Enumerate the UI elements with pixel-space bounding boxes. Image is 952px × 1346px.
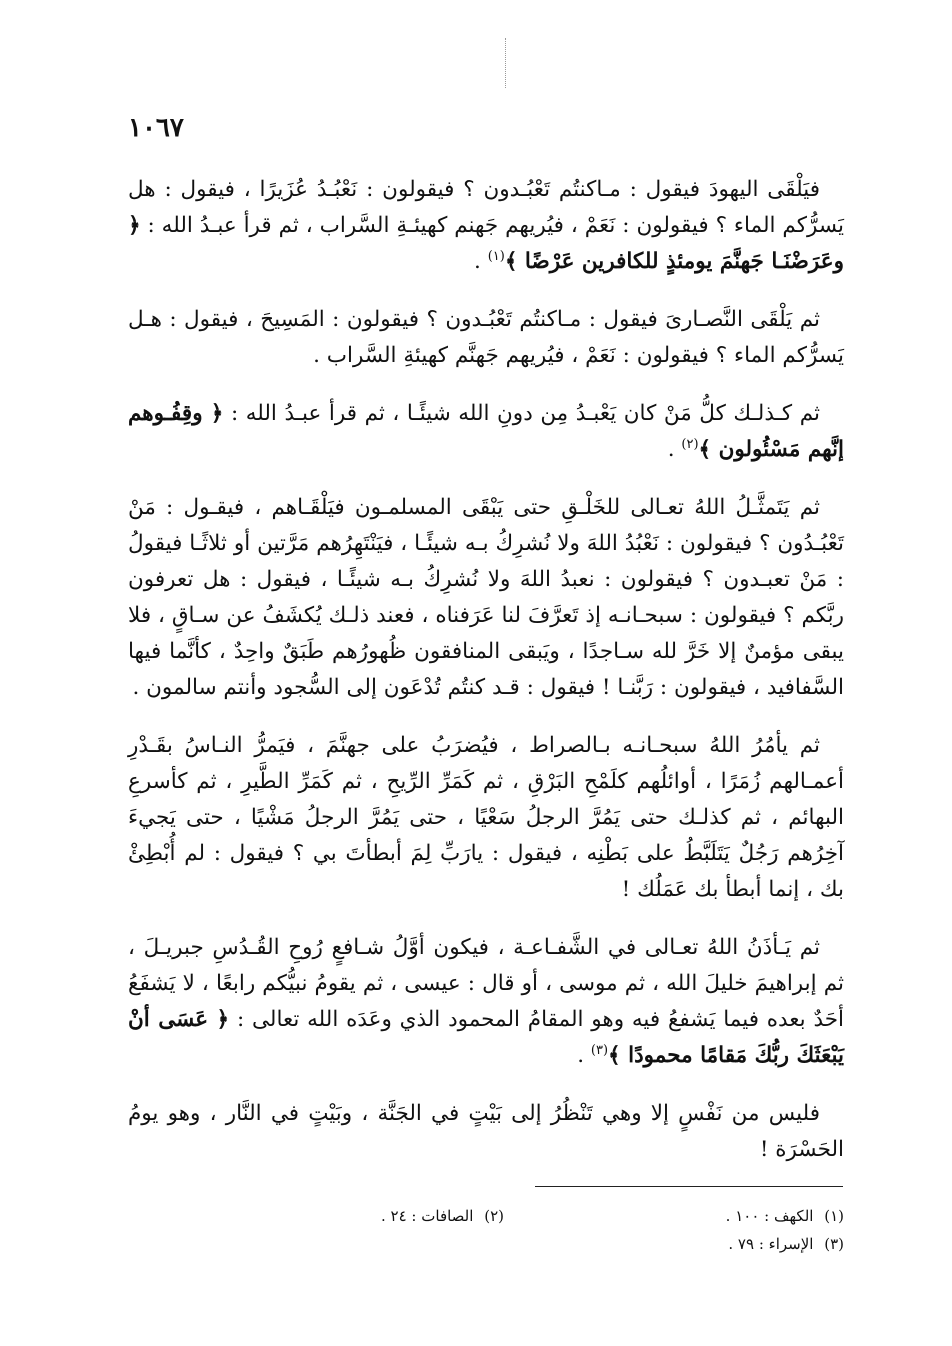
footnotes	[128, 1202, 844, 1258]
footnote-reference: (١)	[487, 248, 505, 264]
footnote-2	[284, 1202, 504, 1230]
main-text	[128, 172, 844, 1190]
footnote-text: الكهف : ١٠٠ .	[725, 1207, 814, 1225]
paragraph	[128, 172, 844, 280]
footnote-number: (٣)	[824, 1235, 844, 1253]
text-run: .	[667, 437, 682, 462]
footnote-text: الإسراء : ٧٩ .	[728, 1235, 814, 1253]
footnote-reference: (٢)	[681, 436, 699, 452]
text-run: ثم كـذلـك كلُّ مَنْ كان يَعْبـدُ مِن دونِ الله شيئًـا ، ثم قرأ عبـدُ الله :	[223, 401, 820, 426]
text-run: فيَلْقَى اليهودَ فيقول : مـاكنتُم تَعْبُـدون ؟ فيقولون : نَعْبُـدُ عُزَيرًا ، فيقول : هل يَسرُّكم الماء ؟ فيقولون : نَعَمْ ، فيُريهم جَهنم كهيئـةِ السَّراب ، ثم قرأ عبـدُ الله :	[128, 177, 844, 238]
footnote-number: (٢)	[484, 1207, 504, 1225]
text-run: ثم يَتَمثَّـلُ اللهُ تعـالى للخَلْـقِ حتى يَبْقَى المسلمـون فيَلْقَـاهم ، فيقـول : مَنْ تَعْبُـدُون ؟ فيقولون : نَعْبُدُ اللهَ ولا نُشرِكُ بـه شيئًـا ، فيَنْتَهِرُهم مَرَّتين أو ثلاثًـا فيقولُ : مَنْ تعبـدون ؟ فيقولون : نعبدُ اللهَ ولا نُشرِكُ بـه شيئًـا ، فيقول : هل تعرفون ربَّكم ؟ فيقولون : سبحـانـه إذ تَعرَّفَ لنا عَرَفناه ، فعند ذلـك يُكشَفُ عن سـاقٍ ، فلا يبقى مؤمنٌ إلا خَرَّ لله سـاجدًا ، ويَبقى المنافقون ظُهورُهم طَبَقٌ واحِدٌ ، كأنَّما فيها السَّفافيد ، فيقولون : رَبَّنـا ! فيقول : قـد كنتُم تُدْعَون إلى السُّجود وأنتم سالمون .	[128, 495, 844, 700]
footnote-3	[624, 1230, 844, 1258]
paragraph	[128, 396, 844, 468]
footnote-row	[128, 1202, 844, 1230]
text-run: .	[474, 249, 488, 274]
footnote-row	[128, 1230, 844, 1258]
footnote-separator	[535, 1186, 843, 1187]
paragraph	[128, 302, 844, 374]
paragraph	[128, 490, 844, 706]
footnote-reference: (٣)	[590, 1042, 609, 1058]
quran-quote: ﴿ وعَرَضْنَـا جَهنَّمَ يومئذٍ للكافرين عَرْضًا ﴾	[128, 213, 844, 274]
text-run: فليس من نَفْسٍ إلا وهي تَنْظُرُ إلى بَيْتٍ في الجَنَّة ، وبَيْتٍ في النَّار ، وهو يومُ الحَسْرَة !	[128, 1101, 844, 1162]
paragraph	[128, 930, 844, 1074]
footnote-1	[624, 1202, 844, 1230]
page-top-mark	[505, 38, 507, 88]
paragraph	[128, 1096, 844, 1168]
text-run: .	[577, 1043, 591, 1068]
text-run: ثم يأمُرُ اللهُ سبحـانـه بـالصراط ، فيُضرَبُ على جهنَّمَ ، فيَمرُّ النـاسُ بقَـدْرِ أعمـالهم زُمَرًا ، أوائلُهم كلَمْحِ البَرْقِ ، ثم كَمَرِّ الرِّيحِ ، ثم كَمَرِّ الطَّيرِ ، ثم كأسرعِ البهائم ، ثم كذلـك حتى يَمُرَّ الرجلُ سَعْيًا ، حتى يَمُرَّ الرجلُ مَشْيًا ، حتى يَجيءَ آخِرُهم رَجُلٌ يَتَلَبَّطُ على بَطْنِه ، فيقول : يارَبِّ لِمَ أبطأتَ بي ؟ فيقول : لم أُبْطِئْ بك ، إنما أبطأ بك عَمَلُك !	[128, 733, 844, 902]
quran-quote: ﴿ عَسَى أنْ يَبْعَثَكَ ربُّكَ مَقامًا محمودًا ﴾	[128, 1007, 844, 1068]
footnote-text: الصافات : ٢٤ .	[380, 1207, 474, 1225]
page-number: ١٠٦٧	[128, 113, 184, 143]
text-run: ثم يَلْقَى النَّصـارىَ فيقول : مـاكنتُم تَعْبُـدون ؟ فيقولون : المَسِيحَ ، فيقول : هـل يَسرُّكم الماء ؟ فيقولون : نَعَمْ ، فيُريهم جَهنَّم كهيئةِ السَّراب .	[128, 307, 844, 368]
quran-quote: ﴿ وقِفُـوهم إنَّهم مَسْئُولون ﴾	[128, 401, 844, 462]
paragraph	[128, 728, 844, 908]
text-run: ثم يَـأذَنُ اللهُ تعـالى في الشَّفـاعـة ، فيكون أوَّلُ شـافعٍ رُوحِ القُـدُسِ جبريـلَ ، ثم إبراهيمَ خليلَ الله ، ثم موسى ، أو قال : عيسى ، ثم يقومُ نبيُّكم رابعًا ، لا يَشفَعُ أحَدٌ بعده فيما يَشفعُ فيه وهو المقامُ المحمود الذي وعَدَه الله تعالى :	[128, 935, 844, 1032]
footnote-number: (١)	[824, 1207, 844, 1225]
